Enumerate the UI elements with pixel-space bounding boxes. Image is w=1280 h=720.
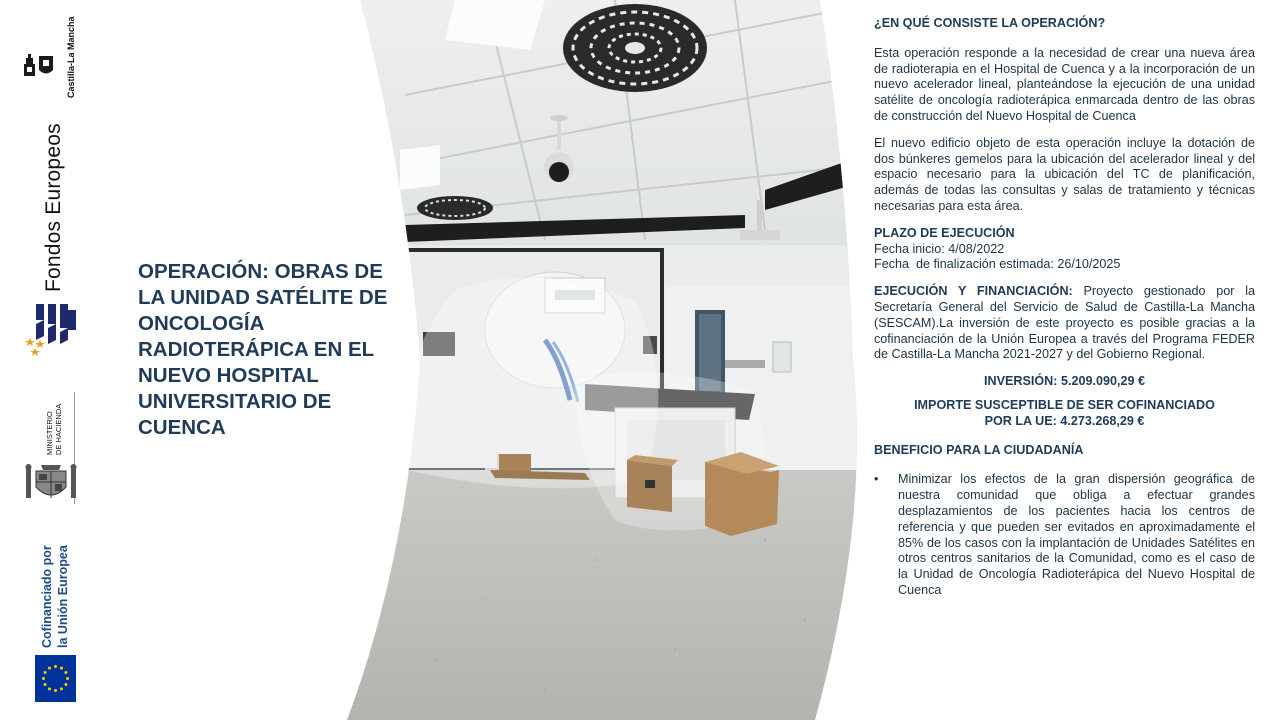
fecha-inicio: Fecha inicio: 4/08/2022 xyxy=(874,241,1005,256)
region-label: Castilla-La Mancha xyxy=(66,16,76,98)
heading-que-consiste: ¿EN QUÉ CONSISTE LA OPERACIÓN? xyxy=(874,16,1106,30)
section-ejecucion xyxy=(874,284,1255,363)
fecha-finalizacion: Fecha de finalización estimada: 26/10/2025 xyxy=(874,257,1121,272)
inversion-amount: INVERSIÓN: 5.209.090,29 € xyxy=(983,374,1145,389)
heading-ejecucion: EJECUCIÓN Y FINANCIACIÓN: xyxy=(874,284,1073,299)
bullet-dot: • xyxy=(874,472,879,487)
importe-cofinanciado-line2: POR LA UE: 4.273.268,29 € xyxy=(984,413,1145,428)
castilla-la-mancha-crest-icon xyxy=(22,52,62,78)
que-consiste-paragraph-1: Esta operación responde a la necesidad de crear una nueva área de radioterapia en el Hospital de Cuenca y a la incorporación de un nuevo acelerador lineal, planteándose la ejecución de una unidad satélite de oncología radioterápica enmarcada dentro de las obras de construcción del Nuevo Hospital de Cuenca xyxy=(874,45,1255,123)
section-que-consiste xyxy=(874,16,1255,215)
beneficio-bullet-text: Minimizar los efectos de la gran dispersión geográfica de nuestra comunidad que obliga a efectuar grandes desplazamientos de los pacientes hacia los centros de referencia y que pueden ser evitados en aproximadamente el 85% de los casos con la implantación de Unidades Satélites en otros centros sanitarios de la Comunidad, como es el caso de la Unidad de Oncología Radioterápica del Nuevo Hospital de Cuenca xyxy=(898,472,1255,597)
eu-flag-icon xyxy=(35,655,76,702)
info-column xyxy=(874,16,1255,599)
radiotherapy-room-photo xyxy=(345,0,875,720)
section-plazo xyxy=(874,226,1255,273)
ejecucion-text: Proyecto gestionado por la Secretaría General del Servicio de Salud de Castilla-La Mancha (SESCAM).La inversión de este proyecto es posible gracias a la cofinanciación de la Unión Europea a través del Programa FEDER de Castilla-La Mancha 2021-2027 y del Gobierno Regional. xyxy=(874,284,1255,362)
section-beneficio xyxy=(874,443,1255,599)
heading-plazo: PLAZO DE EJECUCIÓN xyxy=(874,225,1015,240)
cofinanciado-label-line2: la Unión Europea xyxy=(56,545,70,648)
operation-title: OPERACIÓN: OBRAS DE LA UNIDAD SATÉLITE DE ONCOLOGÍA RADIOTERÁPICA EN EL NUEVO HOSPITAL UNIVERSITARIO DE CUENCA xyxy=(138,260,388,439)
cofinanciado-label-line1: Cofinanciado por xyxy=(40,545,54,648)
ministerio-label-line2: DE HACIENDA xyxy=(54,403,63,455)
heading-beneficio: BENEFICIO PARA LA CIUDADANÍA xyxy=(874,442,1084,457)
spain-coat-of-arms-icon xyxy=(24,462,78,504)
beneficio-bullet-item xyxy=(874,472,1255,598)
fondos-europeos-logo-icon xyxy=(24,300,80,360)
ministerio-label-line1: MINISTERIO xyxy=(45,411,54,455)
importe-cofinanciado-line1: IMPORTE SUSCEPTIBLE DE SER COFINANCIADO xyxy=(914,397,1215,412)
fondos-europeos-label: Fondos Europeos xyxy=(42,123,65,292)
logo-strip xyxy=(0,0,95,720)
que-consiste-paragraph-2: El nuevo edificio objeto de esta operación incluye la dotación de dos búnkeres gemelos para la ubicación del acelerador lineal y del espacio necesario para la ubicación del TC de planificación, además de todas las consultas y salas de tratamiento y técnicas necesarias para esta área. xyxy=(874,135,1255,213)
